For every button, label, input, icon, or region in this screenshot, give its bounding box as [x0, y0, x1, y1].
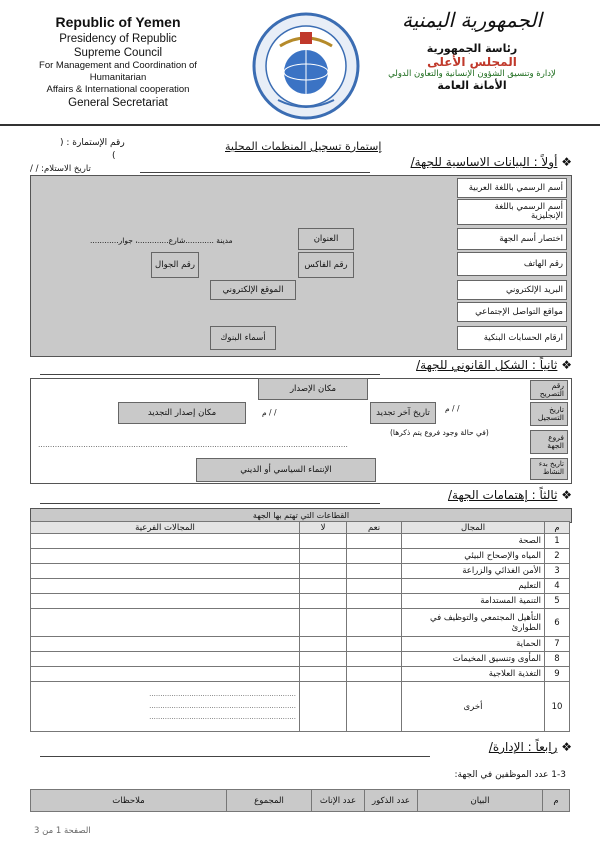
row-num: 4 [545, 579, 570, 594]
section2-title: ❖ ثانياً : الشكل القانوني للجهة/ [416, 358, 572, 372]
row-yes[interactable] [347, 549, 402, 564]
table-row [31, 637, 570, 652]
table-row [31, 579, 570, 594]
col-sub: المجالات الفرعية [31, 522, 300, 534]
col-female: عدد الإناث [312, 790, 365, 812]
table-row [31, 682, 570, 732]
row-no[interactable] [300, 682, 347, 732]
row-num: 6 [545, 609, 570, 637]
col-yes: نعم [347, 522, 402, 534]
row-num: 9 [545, 667, 570, 682]
row-yes[interactable] [347, 579, 402, 594]
table-row [31, 549, 570, 564]
col-total: المجموع [227, 790, 312, 812]
row-no[interactable] [300, 637, 347, 652]
form-title: إستمارة تسجيل المنظمات المحلية [225, 140, 382, 153]
row-num: 2 [545, 549, 570, 564]
row-sub[interactable] [31, 667, 300, 682]
reg-date-label: تاريخ التسجيل [530, 402, 568, 426]
official-name-en-label: أسم الرسمي باللغة الإنجليزية [457, 199, 567, 225]
table-row [31, 534, 570, 549]
branches-dots: .................................................................................................................................. [38, 440, 348, 449]
col-num: م [545, 522, 570, 534]
row-field: أخرى [402, 682, 545, 732]
row-yes[interactable] [347, 637, 402, 652]
country-name-ar: الجمهورية اليمنية [401, 8, 543, 32]
row-num: 1 [545, 534, 570, 549]
col-male: عدد الذكور [365, 790, 418, 812]
header-line-en: For Management and Coordination of [39, 60, 197, 72]
social-label: مواقع التواصل الإجتماعي [457, 302, 567, 322]
country-name-en: Republic of Yemen [55, 14, 181, 30]
col-num: م [543, 790, 570, 812]
col-notes: ملاحظات [31, 790, 227, 812]
abbreviation-label: اختصار أسم الجهة [457, 228, 567, 250]
col-statement: البيان [418, 790, 543, 812]
issue-place-label: مكان الإصدار [258, 378, 368, 400]
section4-title: ❖ رابعاً : الإدارة/ [488, 740, 572, 754]
table-row [31, 564, 570, 579]
row-field: التغذية العلاجية [402, 667, 545, 682]
header-english [18, 14, 218, 110]
row-no[interactable] [300, 609, 347, 637]
row-sub[interactable] [31, 564, 300, 579]
reg-date-placeholder: / / م [445, 404, 460, 413]
section2-rule [40, 374, 380, 375]
section4-subtitle: 1-3 عدد الموظفين في الجهة: [454, 770, 566, 780]
header-line-en: Humanitarian [89, 72, 147, 84]
renewal-place-label: مكان إصدار التجديد [118, 402, 246, 424]
col-field: المجال [402, 522, 545, 534]
renewal-date-placeholder: / / م [262, 408, 277, 417]
row-field: التنمية المستدامة [402, 594, 545, 609]
row-no[interactable] [300, 534, 347, 549]
row-field: الأمن الغذائي والزراعة [402, 564, 545, 579]
row-field: الصحة [402, 534, 545, 549]
diamond-bullet-icon: ❖ [561, 358, 572, 372]
section1-rule [140, 172, 370, 173]
row-field: الحماية [402, 637, 545, 652]
row-yes[interactable] [347, 667, 402, 682]
row-yes[interactable] [347, 594, 402, 609]
sectors-table-header: القطاعات التي تهتم بها الجهة [30, 508, 572, 523]
sectors-table-head-row [31, 522, 570, 534]
row-num: 8 [545, 652, 570, 667]
row-no[interactable] [300, 564, 347, 579]
section4-rule [40, 756, 430, 757]
row-yes[interactable] [347, 682, 402, 732]
branches-label: فروع الجهة [530, 430, 568, 454]
section3-title: ❖ ثالثاً : إهتمامات الجهة/ [447, 488, 572, 502]
row-no[interactable] [300, 579, 347, 594]
row-sub[interactable] [31, 594, 300, 609]
col-no: لا [300, 522, 347, 534]
row-no[interactable] [300, 594, 347, 609]
branches-hint: (في حالة وجود فروع يتم ذكرها) [390, 428, 489, 437]
row-field: التعليم [402, 579, 545, 594]
diamond-bullet-icon: ❖ [561, 740, 572, 754]
email-label: البريد الإلكتروني [457, 280, 567, 300]
affiliation-label: الإنتماء السياسي أو الديني [196, 458, 376, 482]
fax-label: رقم الفاكس [298, 252, 354, 278]
header-divider [0, 124, 600, 126]
form-number-label: رقم الإستمارة : ( [60, 138, 125, 148]
bank-names-label: أسماء البنوك [210, 326, 276, 350]
header-line-en: Presidency of Republic [59, 32, 177, 45]
table-row [31, 594, 570, 609]
row-yes[interactable] [347, 609, 402, 637]
table-row [31, 609, 570, 637]
address-hint: مدينة ............شارع.............، جوار............ [90, 236, 233, 245]
permit-no-label: رقم التصريح [530, 380, 568, 400]
employees-table [30, 789, 570, 812]
row-sub[interactable] [31, 637, 300, 652]
header-line-en: Affairs & International cooperation [46, 84, 190, 95]
header-line-ar: الأمانة العامة [437, 79, 507, 92]
header-arabic [372, 8, 572, 92]
last-renewal-label: تاريخ آخر تجديد [370, 402, 436, 424]
row-field: المياه والإصحاح البيئي [402, 549, 545, 564]
header-line-en: Supreme Council [73, 46, 163, 59]
row-yes[interactable] [347, 564, 402, 579]
row-no[interactable] [300, 652, 347, 667]
address-label: العنوان [298, 228, 354, 250]
row-yes[interactable] [347, 534, 402, 549]
row-field: المأوى وتنسيق المخيمات [402, 652, 545, 667]
website-label: الموقع الإلكتروني [210, 280, 296, 300]
council-logo [250, 12, 362, 120]
section3-rule [40, 503, 380, 504]
diamond-bullet-icon: ❖ [561, 488, 572, 502]
form-number-close: ) [112, 151, 116, 161]
start-date-label: تاريخ بدء النشاط [530, 458, 568, 480]
row-sub[interactable] [31, 579, 300, 594]
received-date-label: تاريخ الاستلام: / / [30, 164, 91, 174]
bank-accounts-label: ارقام الحسابات البنكية [457, 326, 567, 350]
table-row [31, 667, 570, 682]
header-line-ar: رئاسة الجمهورية [426, 42, 518, 55]
header-line-ar: لإدارة وتنسيق الشؤون الإنسانية والتعاون الدولي [388, 69, 556, 79]
employees-table-head-row [31, 790, 570, 812]
table-row [31, 652, 570, 667]
row-sub[interactable] [31, 652, 300, 667]
row-sub[interactable] [31, 609, 300, 637]
header-line-en: General Secretariat [68, 96, 168, 109]
page-number: الصفحة 1 من 3 [34, 826, 91, 836]
row-num: 5 [545, 594, 570, 609]
official-name-ar-label: أسم الرسمي باللغة العربية [457, 178, 567, 198]
row-num: 10 [545, 682, 570, 732]
section1-title: ❖ أولاً : البيانات الاساسية للجهة/ [410, 155, 572, 169]
row-num: 3 [545, 564, 570, 579]
diamond-bullet-icon: ❖ [561, 155, 572, 169]
row-field: التأهيل المجتمعي والتوظيف في الطوارئ [402, 609, 545, 637]
row-num: 7 [545, 637, 570, 652]
row-yes[interactable] [347, 652, 402, 667]
phone-label: رقم الهاتف [457, 252, 567, 276]
sectors-table [30, 521, 570, 732]
row-sub[interactable]: .................................................................. .................................................................. .................................................................. [31, 682, 300, 732]
row-sub[interactable] [31, 549, 300, 564]
mobile-label: رقم الجوال [151, 252, 199, 278]
row-no[interactable] [300, 549, 347, 564]
row-sub[interactable] [31, 534, 300, 549]
council-name-ar: المجلس الأعلى [427, 55, 517, 69]
row-no[interactable] [300, 667, 347, 682]
